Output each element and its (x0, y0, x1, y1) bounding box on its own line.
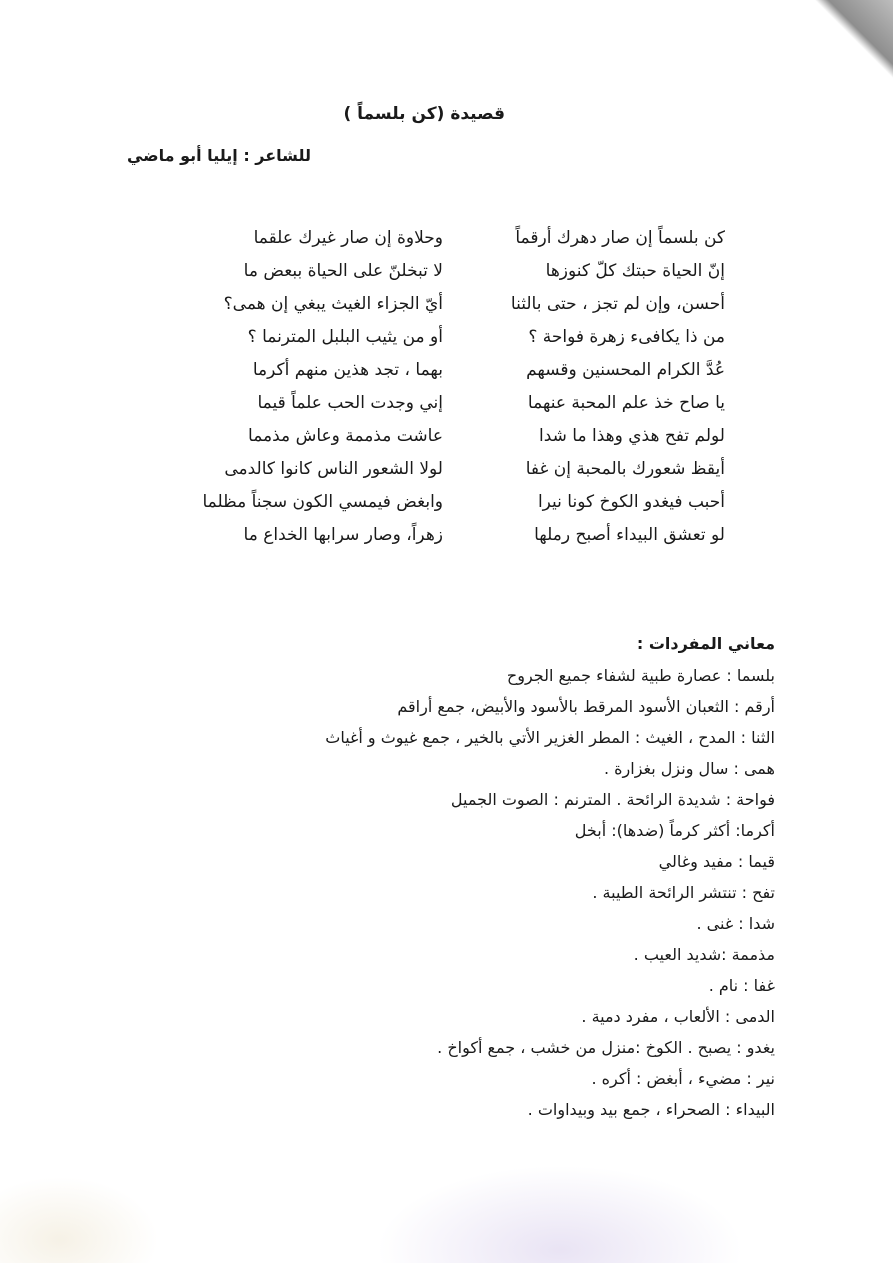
verse-row (0, 426, 893, 460)
glossary-entry: يغدو : يصبح . الكوخ :منزل من خشب ، جمع أكواخ . (437, 1038, 775, 1057)
verse-second-hemistich: أيّ الجزاء الغيث يبغي إن همى؟ (223, 294, 443, 314)
verse-first-hemistich: لو تعشق البيداء أصبح رملها (534, 525, 725, 545)
verse-first-hemistich: يا صاح خذ علم المحبة عنهما (527, 393, 725, 413)
verse-first-hemistich: كن بلسماً إن صار دهرك أرقماً (515, 228, 725, 248)
poem-body (0, 228, 893, 558)
glossary-entry: قيما : مفيد وغالي (658, 852, 775, 871)
verse-second-hemistich: بهما ، تجد هذين منهم أكرما (252, 360, 443, 380)
verse-second-hemistich: إني وجدت الحب علماً قيما (257, 393, 443, 413)
verse-row (0, 294, 893, 328)
glossary-entry: غفا : نام . (708, 976, 775, 995)
glossary-entry: أكرما: أكثر كرماً (ضدها): أبخل (574, 821, 775, 840)
verse-second-hemistich: وحلاوة إن صار غيرك علقما (253, 228, 443, 248)
verse-second-hemistich: وابغض فيمسي الكون سجناً مظلما (202, 492, 443, 512)
glossary-entry: فواحة : شديدة الرائحة . المترنم : الصوت الجميل (450, 790, 775, 809)
verse-second-hemistich: لا تبخلنّ على الحياة ببعض ما (243, 261, 443, 281)
verse-second-hemistich: أو من يثيب البلبل المترنما ؟ (247, 327, 443, 347)
verse-first-hemistich: عُدَّ الكرام المحسنين وقسهم (526, 360, 725, 380)
verse-row (0, 393, 893, 427)
verse-first-hemistich: أحسن، وإن لم تجز ، حتى بالثنا (510, 294, 725, 314)
glossary-entry: أرقم : الثعبان الأسود المرقط بالأسود والأبيض، جمع أراقم (397, 697, 775, 716)
verse-row (0, 327, 893, 361)
verse-first-hemistich: إنّ الحياة حبتك كلّ كنوزها (545, 261, 725, 281)
verse-row (0, 492, 893, 526)
glossary-section (115, 628, 775, 1125)
verse-first-hemistich: أحبب فيغدو الكوخ كونا نيرا (537, 492, 725, 512)
poet-name: للشاعر : إيليا أبو ماضي (126, 146, 311, 165)
glossary-entry: نير : مضيء ، أبغض : أكره . (591, 1069, 775, 1088)
glossary-entry: الثنا : المدح ، الغيث : المطر الغزير الأتي بالخير ، جمع غيوث و أغياث (325, 728, 775, 747)
glossary-entry: شدا : غنى . (696, 914, 775, 933)
verse-first-hemistich: من ذا يكافىء زهرة فواحة ؟ (528, 327, 725, 347)
glossary-entry: مذممة :شديد العيب . (633, 945, 775, 964)
verse-first-hemistich: أيقظ شعورك بالمحبة إن غفا (525, 459, 725, 479)
glossary-entry: البيداء : الصحراء ، جمع بيد وبيداوات . (527, 1100, 775, 1119)
glossary-entry: بلسما : عصارة طبية لشفاء جميع الجروح (506, 666, 775, 685)
verse-row (0, 360, 893, 394)
verse-second-hemistich: زهراً، وصار سرابها الخداع ما (243, 525, 443, 545)
verse-second-hemistich: لولا الشعور الناس كانوا كالدمى (224, 459, 443, 479)
folded-corner (803, 0, 893, 80)
verse-row (0, 525, 893, 559)
verse-row (0, 228, 893, 262)
poem-title: قصيدة (كن بلسماً ) (343, 104, 505, 124)
glossary-entry: همى : سال ونزل بغزارة . (603, 759, 775, 778)
glossary-entry: الدمى : الألعاب ، مفرد دمية . (581, 1007, 775, 1026)
verse-first-hemistich: لولم تفح هذي وهذا ما شدا (539, 426, 725, 446)
verse-row (0, 261, 893, 295)
glossary-entry: تفح : تنتشر الرائحة الطيبة . (592, 883, 775, 902)
verse-row (0, 459, 893, 493)
verse-second-hemistich: عاشت مذممة وعاش مذمما (248, 426, 443, 446)
glossary-heading: معاني المفردات : (636, 634, 775, 653)
